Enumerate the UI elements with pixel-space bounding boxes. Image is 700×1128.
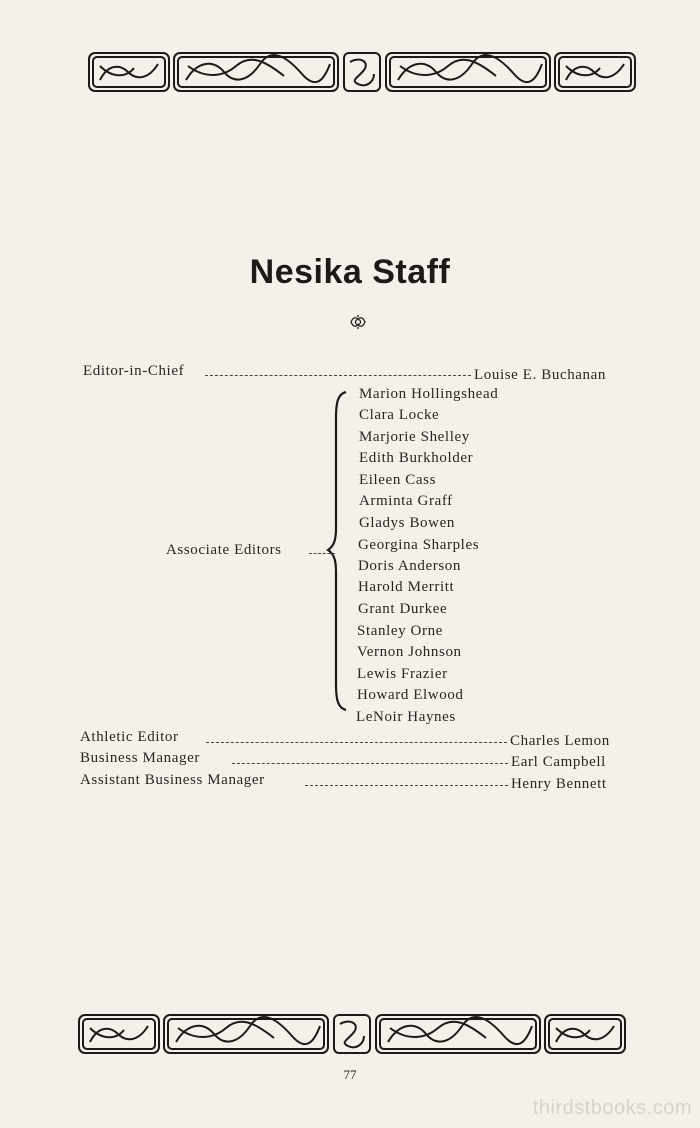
staff-name: Louise E. Buchanan <box>474 367 607 383</box>
staff-name: Earl Campbell <box>511 754 606 770</box>
decorative-border-icon <box>78 1012 626 1056</box>
leader-dots <box>309 553 335 554</box>
page-title: Nesika Staff <box>249 253 451 291</box>
role-label: Athletic Editor <box>80 729 179 745</box>
decorative-border-icon <box>88 50 636 94</box>
curly-brace-icon <box>326 388 350 714</box>
editor-name: Marion Hollingshead <box>359 386 499 402</box>
editor-name: Edith Burkholder <box>359 450 474 466</box>
staff-row-assistant-business-manager <box>80 771 265 789</box>
role-label: Associate Editors <box>166 542 282 558</box>
leader-dots <box>205 375 471 376</box>
leader-dots <box>206 742 507 743</box>
staff-row-editor-in-chief <box>83 362 184 380</box>
staff-name: Charles Lemon <box>510 733 610 749</box>
editor-name: Clara Locke <box>359 407 440 423</box>
role-label: Assistant Business Manager <box>80 772 265 788</box>
staff-name: Henry Bennett <box>511 776 607 792</box>
editor-name: Georgina Sharples <box>358 537 480 553</box>
page-number: 77 <box>343 1067 357 1082</box>
role-label: Business Manager <box>80 750 200 766</box>
bottom-border-ornament <box>78 1012 626 1056</box>
editor-name: LeNoir Haynes <box>356 709 456 725</box>
editor-name: Gladys Bowen <box>359 515 455 531</box>
staff-row-athletic-editor <box>80 728 179 746</box>
editor-name: Stanley Orne <box>357 623 443 639</box>
staff-row-business-manager <box>80 749 200 767</box>
editor-name: Eileen Cass <box>359 472 437 488</box>
editor-name: Lewis Frazier <box>357 666 448 682</box>
editor-name: Howard Elwood <box>357 687 464 703</box>
editor-name: Grant Durkee <box>358 601 448 617</box>
leader-dots <box>232 763 508 764</box>
editor-name: Vernon Johnson <box>357 644 462 660</box>
watermark: thirdstbooks.com <box>532 1097 692 1119</box>
editor-name: Doris Anderson <box>358 558 461 574</box>
staff-row-associate-editors <box>166 541 282 559</box>
editor-name: Arminta Graff <box>359 493 453 509</box>
leader-dots <box>305 785 508 786</box>
role-label: Editor-in-Chief <box>83 363 185 379</box>
floral-flourish-icon <box>349 314 367 330</box>
editor-name: Marjorie Shelley <box>359 429 470 445</box>
top-border-ornament <box>88 50 636 94</box>
editor-name: Harold Merritt <box>358 579 455 595</box>
